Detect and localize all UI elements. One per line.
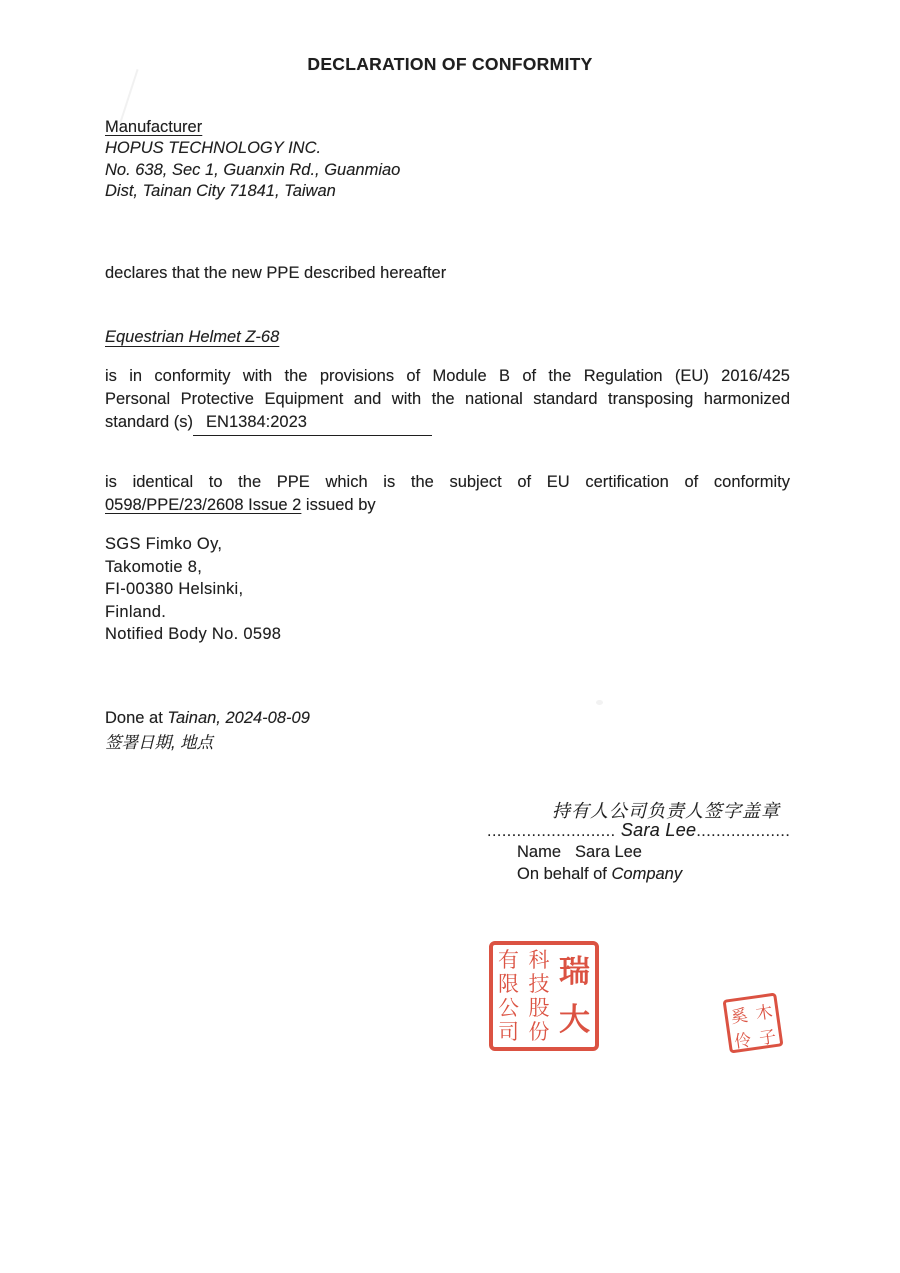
behalf-prefix: On behalf of xyxy=(517,865,612,883)
notified-body-block xyxy=(105,533,281,646)
notified-body-city: FI-00380 Helsinki, xyxy=(105,580,244,599)
seal-char: 科 xyxy=(528,947,550,972)
notified-body-name: SGS Fimko Oy, xyxy=(105,535,223,553)
done-at-chinese: 签署日期, 地点 xyxy=(105,733,214,752)
seal-char: 木 xyxy=(754,1002,775,1025)
signatory-name-row xyxy=(517,843,642,862)
manufacturer-block xyxy=(105,117,400,202)
conformity-line2: Personal Protective Equipment and with the national standard transposing harmonized xyxy=(105,390,790,408)
manufacturer-name: HOPUS TECHNOLOGY INC. xyxy=(105,139,322,158)
personal-seal-column-left xyxy=(729,1001,753,1053)
name-value: Sara Lee xyxy=(575,843,642,861)
seal-char: 奚 xyxy=(729,1005,750,1028)
conformity-line3 xyxy=(105,411,790,436)
conformity-line1: is in conformity with the provisions of Module B of the Regulation (EU) 2016/425 xyxy=(105,367,790,385)
certificate-number: 0598/PPE/23/2608 Issue 2 xyxy=(105,496,302,514)
product-name: Equestrian Helmet Z-68 xyxy=(105,328,280,346)
identical-line1: is identical to the PPE which is the subject of EU certification of conformity xyxy=(105,473,790,491)
on-behalf-row xyxy=(517,865,682,884)
seal-char: 公 xyxy=(498,995,519,1020)
notified-body-country: Finland. xyxy=(105,602,167,621)
seal-char: 司 xyxy=(498,1019,519,1044)
seal-char: 限 xyxy=(498,971,519,996)
done-at-line xyxy=(105,706,310,731)
company-seal-column-right xyxy=(559,948,590,1044)
standard-blank-field xyxy=(193,411,432,436)
personal-seal-stamp xyxy=(723,993,784,1054)
seal-char: 有 xyxy=(498,947,519,972)
issued-by-text: issued by xyxy=(301,496,376,514)
seal-char: 子 xyxy=(757,1027,778,1050)
company-seal-column-left xyxy=(498,948,519,1044)
standard-value: EN1384:2023 xyxy=(206,413,307,431)
seal-char: 伶 xyxy=(733,1030,753,1053)
conformity-paragraph xyxy=(105,365,790,436)
identical-paragraph xyxy=(105,471,790,517)
signature-line xyxy=(487,820,790,841)
done-at-prefix: Done at xyxy=(105,709,168,727)
scan-speck-artifact xyxy=(596,700,603,705)
signature-dots-right: ................... xyxy=(696,823,791,840)
company-seal-stamp xyxy=(489,941,599,1051)
seal-char: 股 xyxy=(528,995,550,1020)
signature-dots-left: .......................... xyxy=(487,823,616,840)
done-at-block xyxy=(105,706,310,755)
scan-scratch-artifact xyxy=(119,69,138,123)
identical-line2 xyxy=(105,494,790,517)
manufacturer-label: Manufacturer xyxy=(105,118,203,136)
signature-handwritten-name: Sara Lee xyxy=(615,820,697,840)
declaration-intro: declares that the new PPE described hereafter xyxy=(105,264,447,282)
signature-chinese-caption: 持有人公司负责人签字盖章 xyxy=(552,801,780,821)
notified-body-number: Notified Body No. 0598 xyxy=(105,625,282,644)
manufacturer-address-line1: No. 638, Sec 1, Guanxin Rd., Guanmiao xyxy=(105,160,401,179)
seal-char: 瑞 xyxy=(559,953,590,990)
name-label: Name xyxy=(517,843,562,861)
company-seal-column-middle xyxy=(529,948,550,1044)
seal-char: 大 xyxy=(559,1001,590,1038)
page-title: DECLARATION OF CONFORMITY xyxy=(307,54,593,74)
notified-body-street: Takomotie 8, xyxy=(105,557,203,576)
done-at-value: Tainan, 2024-08-09 xyxy=(167,709,310,727)
seal-char: 份 xyxy=(528,1019,550,1044)
manufacturer-address-line2: Dist, Tainan City 71841, Taiwan xyxy=(105,181,336,200)
personal-seal-column-right xyxy=(754,997,778,1050)
standard-prefix: standard (s) xyxy=(105,413,194,431)
behalf-company: Company xyxy=(611,865,683,883)
seal-char: 技 xyxy=(528,971,550,996)
